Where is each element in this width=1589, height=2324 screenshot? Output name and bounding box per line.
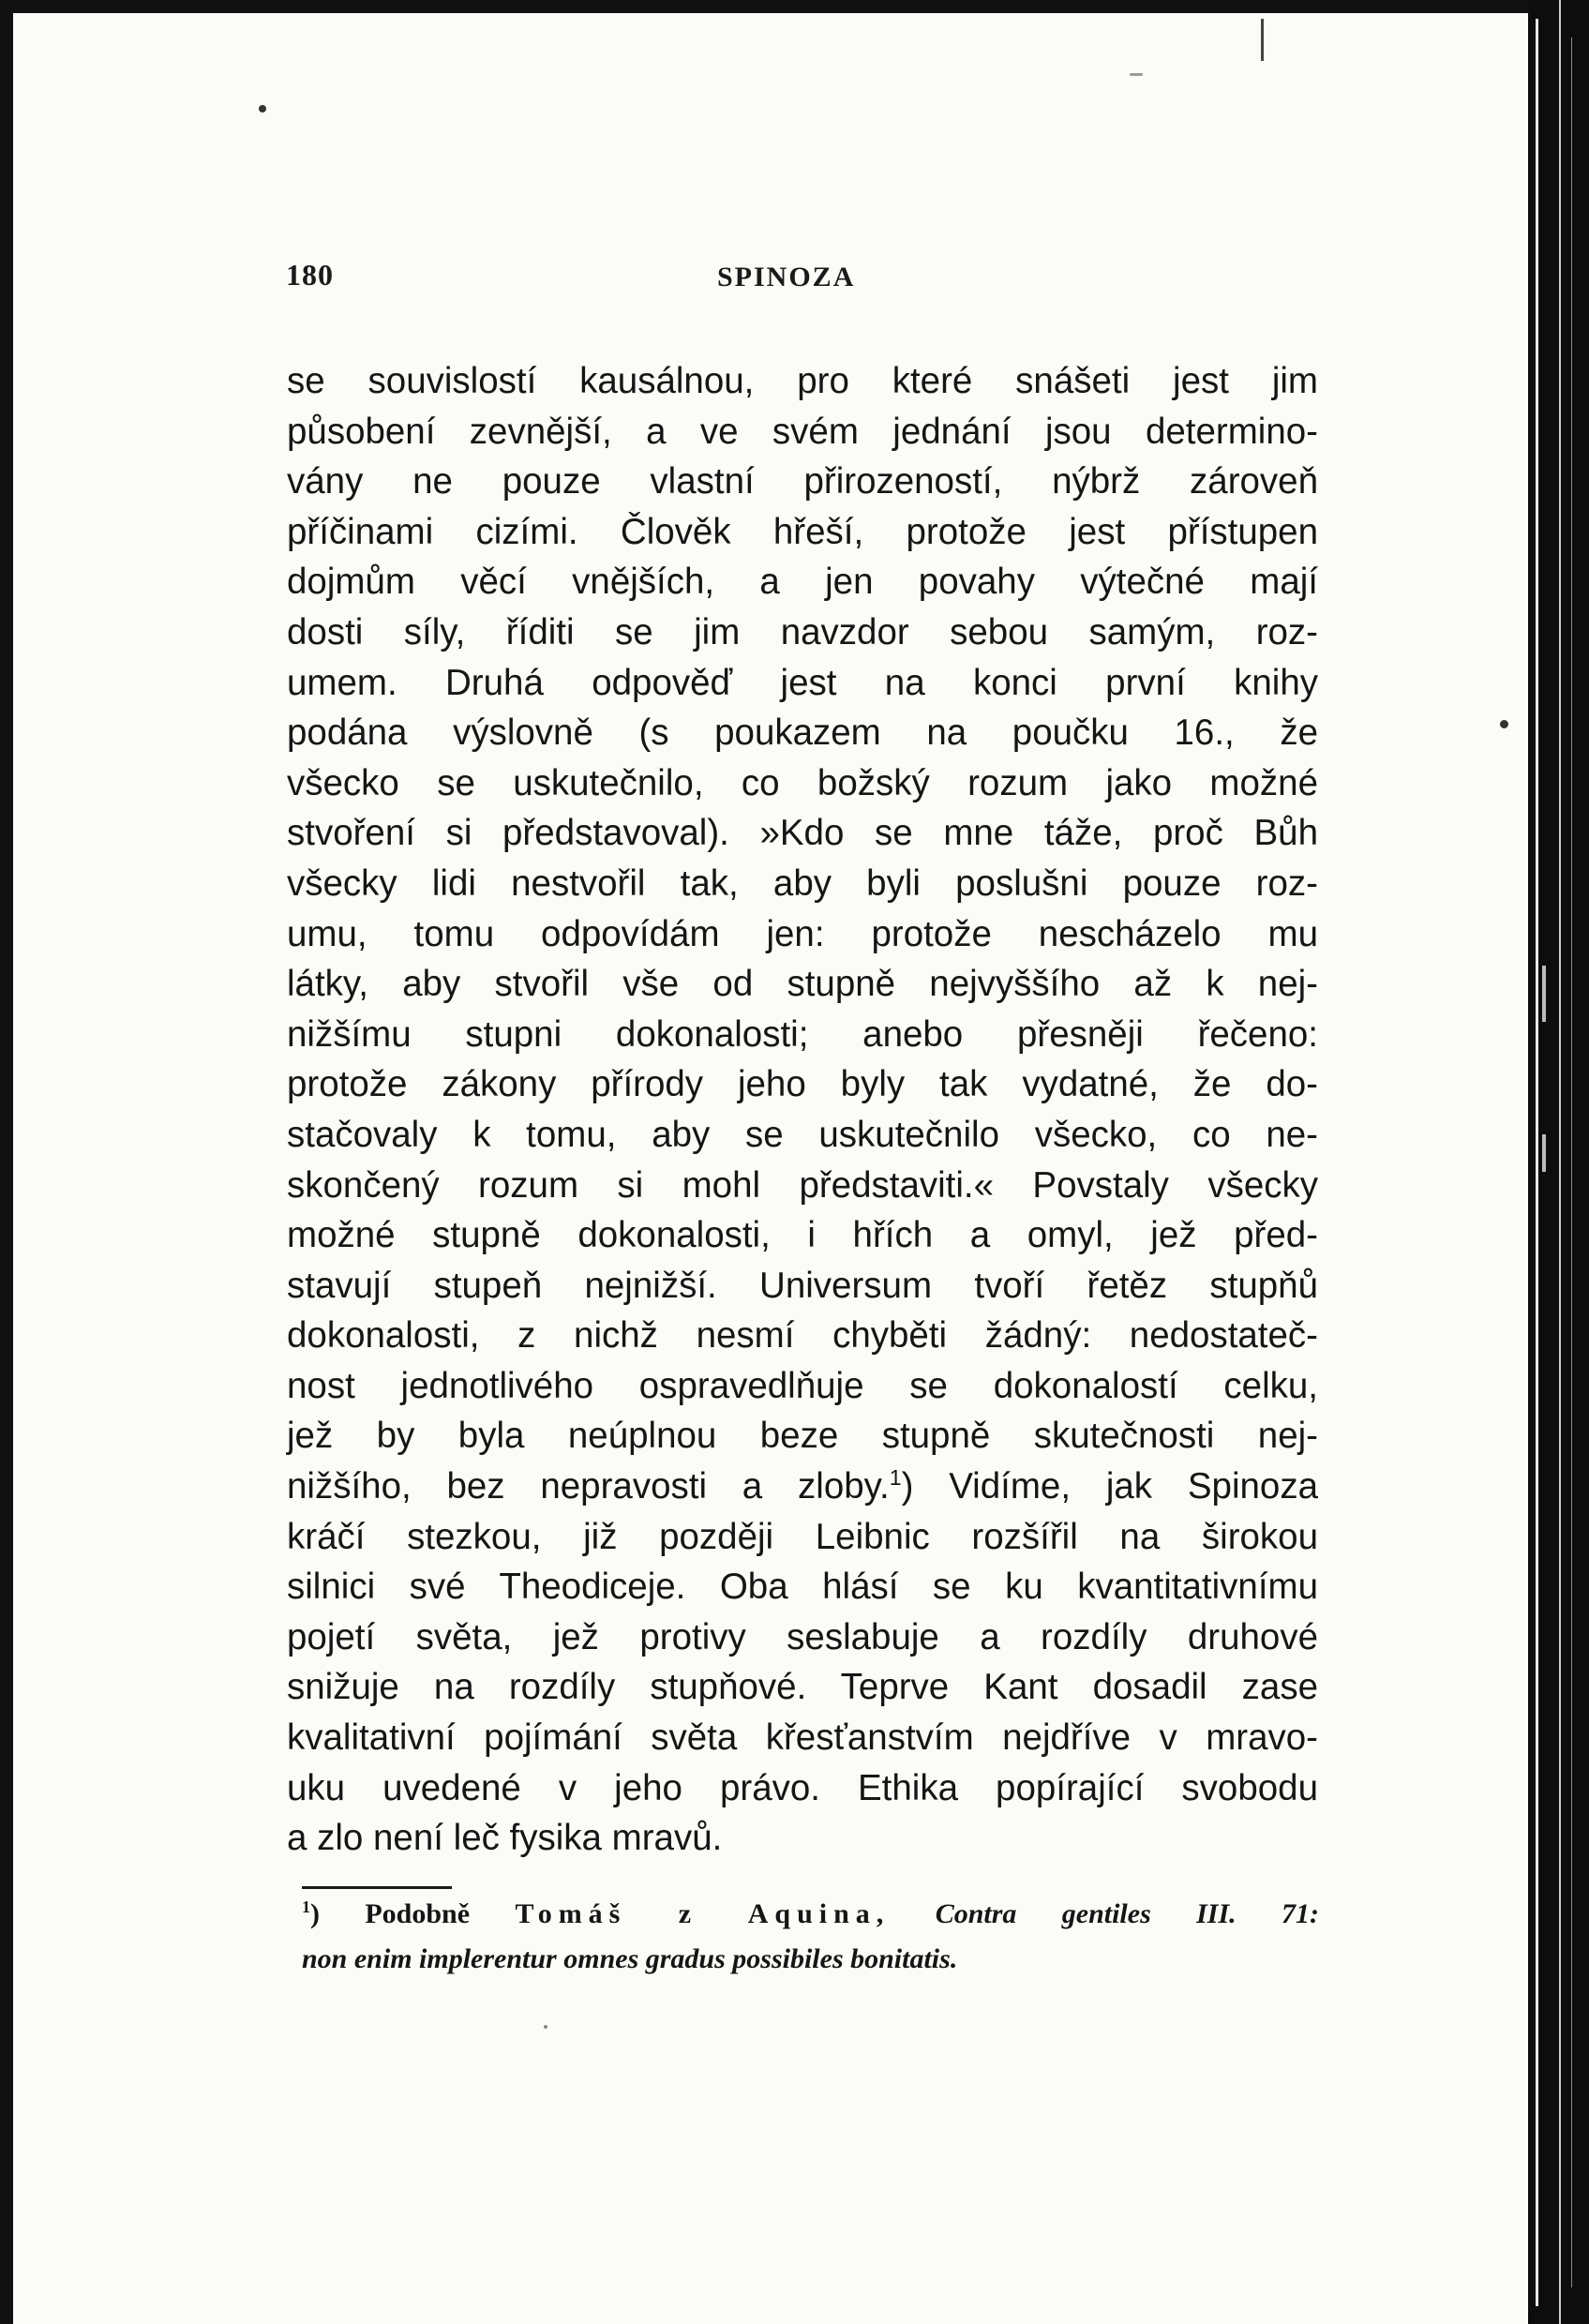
footnote-divider [302, 1886, 452, 1889]
edge-mark [1261, 19, 1264, 61]
text-line: nost jednotlivého ospravedlňuje se dokonalostí celku, [287, 1365, 1318, 1406]
text-line: umem. Druhá odpověď jest na konci první knihy [287, 662, 1318, 703]
text-line-with-footnote-ref [287, 1462, 1318, 1512]
text-line: kráčí stezkou, již později Leibnic rozšířil na širokou [287, 1516, 1318, 1557]
text-line: podána výslovně (s poukazem na poučku 16., že [287, 712, 1318, 754]
text-line: umu, tomu odpovídám jen: protože nescházelo mu [287, 913, 1318, 954]
footnote-reference: 1 [889, 1465, 902, 1491]
body-text [287, 356, 1318, 1864]
text-line: nižšímu stupni dokonalosti; anebo přesněji řečeno: [287, 1013, 1318, 1055]
edge-mark [1542, 1134, 1546, 1172]
text-line: snižuje na rozdíly stupňové. Teprve Kant dosadil zase [287, 1667, 1318, 1708]
footnote-marker: 1 [302, 1897, 310, 1916]
text-line: jež by byla neúplnou beze stupně skutečnosti nej- [287, 1416, 1318, 1457]
text-segment: nižšího, bez nepravosti a zloby. [287, 1466, 890, 1507]
footnote-author: Tomáš z Aquina, [515, 1898, 891, 1929]
text-line: látky, aby stvořil vše od stupně nejvyššího až k nej- [287, 964, 1318, 1005]
text-line: vány ne pouze vlastní přirozeností, nýbrž zároveň [287, 461, 1318, 502]
text-line: stačovaly k tomu, aby se uskutečnilo všecko, co ne- [287, 1114, 1318, 1155]
running-head [286, 258, 1317, 295]
text-line: kvalitativní pojímání světa křesťanstvím nejdříve v mravo- [287, 1717, 1318, 1759]
footnote [302, 1892, 1319, 1982]
text-line: dojmům věcí vnějších, a jen povahy výtečné mají [287, 562, 1318, 603]
text-line: stvoření si představoval). »Kdo se mne táže, proč Bůh [287, 813, 1318, 854]
text-line: stavují stupeň nejnižší. Universum tvoří řetěz stupňů [287, 1265, 1318, 1306]
text-line: pojetí světa, jež protivy seslabuje a rozdíly druhové [287, 1616, 1318, 1657]
footnote-line [302, 1892, 1319, 1937]
text-segment: ) Vidíme, jak Spinoza [901, 1466, 1318, 1507]
text-line: se souvislostí kausálnou, pro které snášeti jest jim [287, 361, 1318, 401]
text-line: dosti síly, říditi se jim navzdor sebou samým, roz- [287, 611, 1318, 652]
dust-speck [1130, 73, 1143, 76]
footnote-lead: ) Podobně [310, 1898, 471, 1929]
text-line: působení zevnější, a ve svém jednání jsou determino- [287, 411, 1318, 452]
scan-border-top [0, 0, 1528, 13]
footnote-work: Contra gentiles III. 71: [935, 1898, 1320, 1929]
text-line: příčinami cizími. Člověk hřeší, protože jest přístupen [287, 511, 1318, 552]
page-edge-line [1559, 0, 1561, 2324]
scan-border-left [0, 0, 13, 2324]
dust-speck [544, 2025, 547, 2029]
text-line: možné stupně dokonalosti, i hřích a omyl, jež před- [287, 1215, 1318, 1256]
page-edge-line [1536, 19, 1538, 2306]
text-line: a zlo není leč fysika mravů. [287, 1818, 723, 1859]
text-line: protože zákony přírody jeho byly tak vydatné, že do- [287, 1064, 1318, 1105]
edge-mark [1542, 966, 1546, 1022]
text-line: dokonalosti, z nichž nesmí chyběti žádný: nedostateč- [287, 1315, 1318, 1357]
page-number: 180 [286, 258, 334, 292]
page-edge-line [1571, 37, 1572, 2287]
text-line: silnici své Theodiceje. Oba hlásí se ku kvantitativnímu [287, 1567, 1318, 1608]
chapter-title: SPINOZA [717, 262, 856, 292]
text-line: všecky lidi nestvořil tak, aby byli poslušni pouze roz- [287, 862, 1318, 904]
text-line: všecko se uskutečnilo, co božský rozum jako možné [287, 762, 1318, 803]
text-line: skončený rozum si mohl představiti.« Povstaly všecky [287, 1164, 1318, 1206]
footnote-quote: non enim implerentur omnes gradus possibiles bonitatis. [302, 1943, 958, 1974]
dust-speck [1500, 720, 1508, 728]
dust-speck [259, 105, 266, 112]
text-line: uku uvedené v jeho právo. Ethika popírající svobodu [287, 1767, 1318, 1808]
